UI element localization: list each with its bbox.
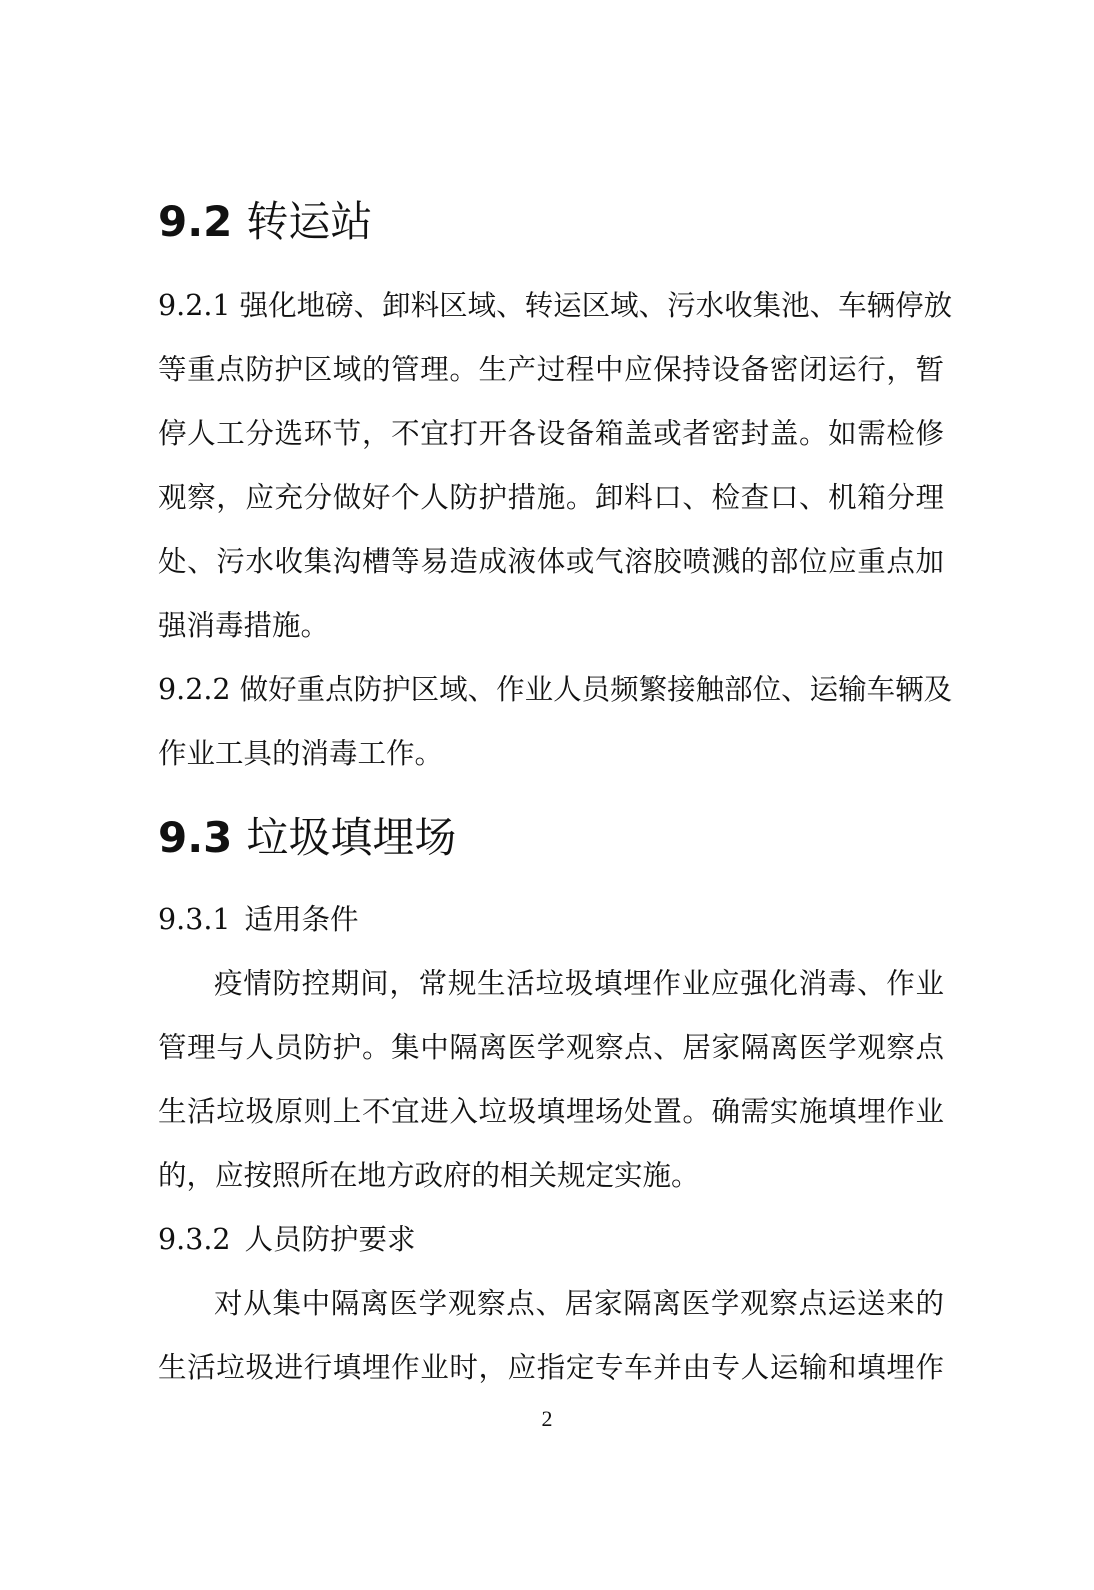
paragraph-line: 9.2.2 做好重点防护区域、作业人员频繁接触部位、运输车辆及: [158, 673, 953, 706]
paragraph-line: 强消毒措施。: [158, 609, 330, 642]
paragraph-line: 停人工分选环节，不宜打开各设备箱盖或者密封盖。如需检修: [158, 417, 944, 450]
paragraph-line: 等重点防护区域的管理。生产过程中应保持设备密闭运行，暂: [158, 353, 944, 386]
paragraph-line: 处、污水收集沟槽等易造成液体或气溶胶喷溅的部位应重点加: [158, 545, 944, 578]
paragraph-line: 管理与人员防护。集中隔离医学观察点、居家隔离医学观察点: [158, 1031, 944, 1064]
page-number: 2: [541, 1406, 553, 1431]
section-number: 9.2: [158, 197, 233, 246]
section-title: 转运站: [246, 197, 373, 246]
paragraph-line: 疫情防控期间，常规生活垃圾填埋作业应强化消毒、作业: [214, 967, 944, 1000]
subsection-heading-9-3-2: [158, 1220, 758, 1260]
subsection-heading-9-3-1: [158, 900, 758, 940]
paragraph-line: 对从集中隔离医学观察点、居家隔离医学观察点运送来的: [214, 1287, 944, 1320]
paragraph-line: 生活垃圾原则上不宜进入垃圾填埋场处置。确需实施填埋作业: [158, 1095, 944, 1128]
paragraph-line: 的，应按照所在地方政府的相关规定实施。: [158, 1159, 700, 1192]
subsection-number: 9.3.1: [158, 903, 231, 936]
section-heading-9-3: [158, 808, 958, 868]
section-title: 垃圾填埋场: [246, 813, 457, 862]
paragraph-line: 作业工具的消毒工作。: [158, 737, 444, 770]
section-number: 9.3: [158, 813, 233, 862]
paragraph-line: 生活垃圾进行填埋作业时，应指定专车并由专人运输和填埋作: [158, 1351, 944, 1384]
subsection-number: 9.3.2: [158, 1223, 231, 1256]
subsection-title: 人员防护要求: [244, 1223, 416, 1256]
subsection-title: 适用条件: [244, 903, 359, 936]
section-heading-9-2: [158, 192, 958, 252]
paragraph-line: 观察，应充分做好个人防护措施。卸料口、检查口、机箱分理: [158, 481, 944, 514]
paragraph-line: 9.2.1 强化地磅、卸料区域、转运区域、污水收集池、车辆停放: [158, 289, 953, 322]
